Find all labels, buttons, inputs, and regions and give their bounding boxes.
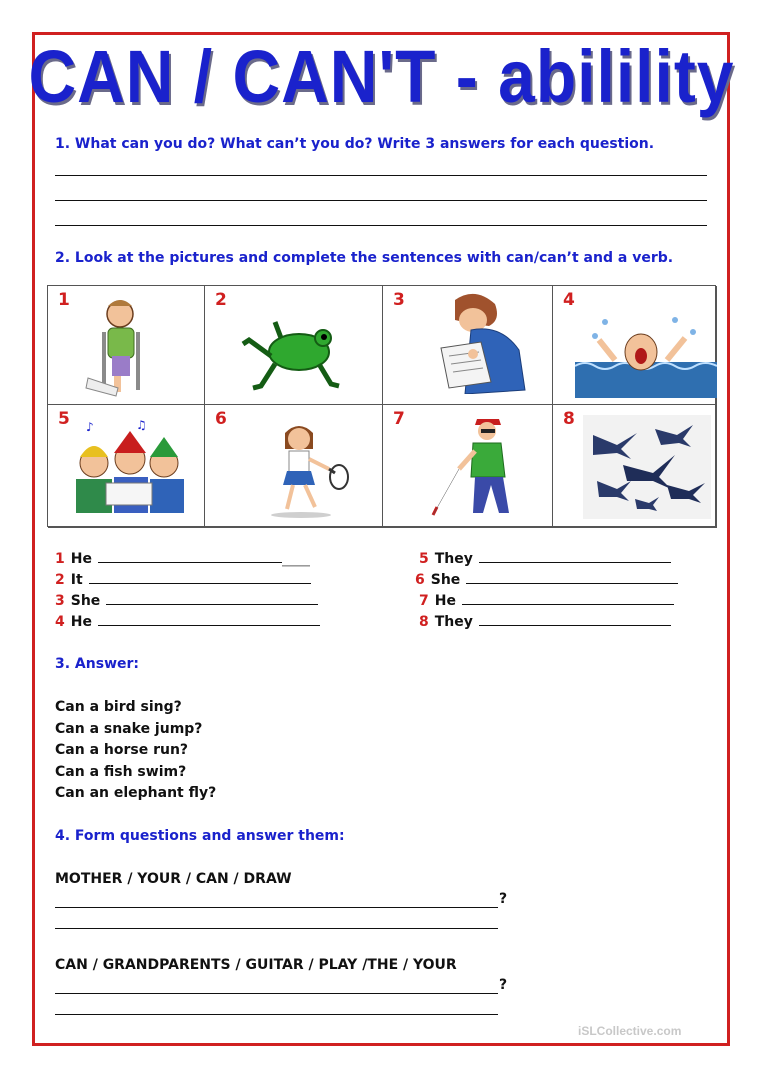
section2-heading: 2. Look at the pictures and complete the sentences with can/can’t and a verb. [55,250,674,266]
picture-cell-6 [205,405,383,528]
singers-icon [66,419,192,519]
prompt-text: MOTHER / YOUR / CAN / DRAW [55,871,292,887]
answer-line [55,928,498,929]
picture-grid [47,285,716,527]
sentence-number: 1 [55,551,65,567]
svg-text:♫: ♫ [136,419,147,432]
picture-number: 4 [563,290,575,310]
picture-cell-7 [383,405,553,528]
drowning-person-icon [575,312,717,398]
picture-number: 2 [215,290,227,310]
sentence-number: 8 [419,614,429,630]
sentence-8 [419,613,671,630]
sentence-subject: It [70,572,83,588]
scrambled-prompt-2: CAN / GRANDPARENTS / GUITAR / PLAY /THE / YOUR [55,957,457,973]
fill-in-blank[interactable] [89,571,311,584]
sentence-number: 6 [415,572,425,588]
picture-cell-2 [205,286,383,405]
picture-cell-3 [383,286,553,405]
page-border [32,32,730,1046]
question-mark: ? [499,891,508,907]
sentence-number: 5 [419,551,429,567]
picture-number: 7 [393,409,405,429]
svg-text:♪: ♪ [86,420,94,434]
sentence-number: 2 [55,572,65,588]
answer-line [55,200,707,201]
girl-writing-icon [433,290,533,394]
sentence-subject: They [434,551,473,567]
picture-cell-5 [48,405,205,528]
fill-in-blank[interactable] [479,550,671,563]
sentence-number: 7 [419,593,429,609]
swallows-icon [583,415,711,519]
sentence-subject: She [70,593,101,609]
picture-number: 8 [563,409,575,429]
sentence-subject: They [434,614,473,630]
sentence-4 [55,613,320,630]
scrambled-prompt-1 [55,871,292,887]
sentence-subject: He [70,614,92,630]
answer-line [55,225,707,226]
sentence-subject: He [434,593,456,609]
question-mark: ? [499,977,508,993]
sentence-5 [419,550,671,567]
sentence-6 [415,571,678,588]
answer-line [55,1014,498,1015]
worksheet-title: CAN / CAN'T - abilility [28,34,735,118]
answer-line [55,907,498,908]
fill-in-blank[interactable] [98,550,282,563]
picture-number: 1 [58,290,70,310]
answer-question: Can an elephant fly? [55,785,217,801]
fill-in-blank[interactable] [98,613,320,626]
frog-icon [241,316,351,392]
picture-number: 5 [58,409,70,429]
picture-number: 6 [215,409,227,429]
answer-question: Can a bird sing? [55,699,182,715]
section3-heading: 3. Answer: [55,656,139,672]
blank-trail: ____ [281,551,310,567]
sentence-1 [55,550,310,567]
answer-question: Can a fish swim? [55,764,187,780]
sentence-number: 4 [55,614,65,630]
boy-crutches-icon [78,292,158,400]
answer-line [55,175,707,176]
section1-heading: 1. What can you do? What can’t you do? Write 3 answers for each question. [55,136,655,152]
section4-heading: 4. Form questions and answer them: [55,828,345,844]
answer-question: Can a snake jump? [55,721,203,737]
fill-in-blank[interactable] [479,613,671,626]
picture-cell-8 [553,405,717,528]
sentence-subject: She [430,572,461,588]
blind-man-icon [423,411,533,521]
sentence-2 [55,571,311,588]
watermark: iSLCollective.com [578,1024,682,1038]
sentence-7 [419,592,674,609]
picture-cell-1 [48,286,205,405]
picture-number: 3 [393,290,405,310]
answer-question: Can a horse run? [55,742,189,758]
sentence-3 [55,592,318,609]
sentence-number: 3 [55,593,65,609]
sentence-subject: He [70,551,92,567]
picture-cell-4 [553,286,717,405]
girl-tennis-icon [249,419,353,519]
fill-in-blank[interactable] [466,571,678,584]
answer-line [55,993,498,994]
fill-in-blank[interactable] [106,592,318,605]
fill-in-blank[interactable] [462,592,674,605]
